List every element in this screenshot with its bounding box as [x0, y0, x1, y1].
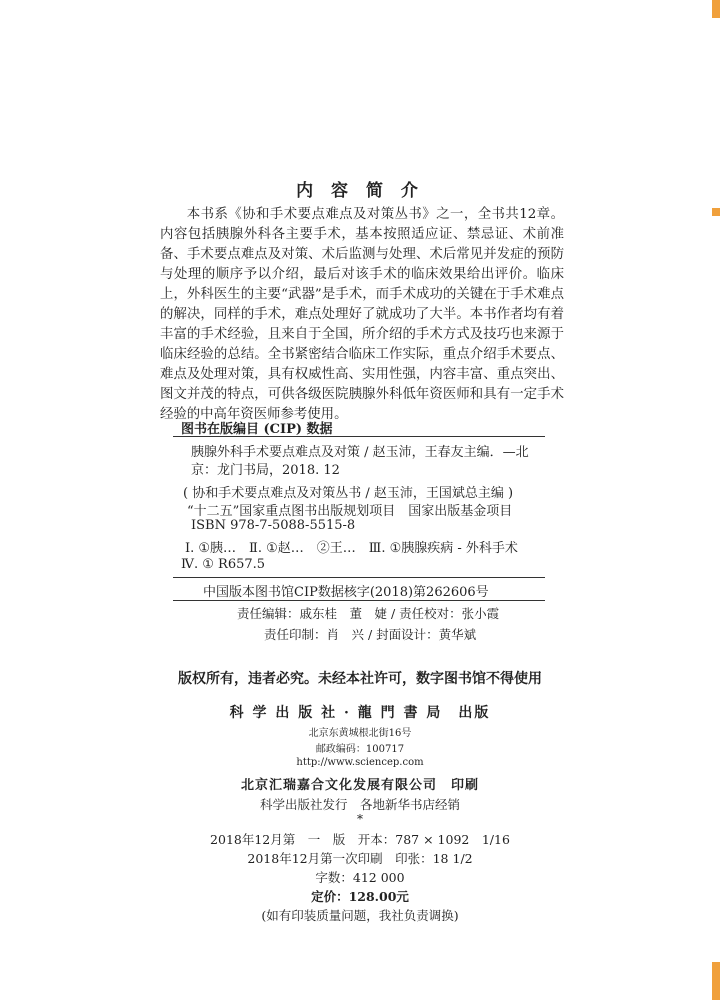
cip-project: “十二五”国家重点图书出版规划项目 国家出版基金项目	[187, 504, 513, 519]
quality-notice: (如有印装质量问题，我社负责调换)	[261, 908, 459, 923]
cip-rule-bottom	[173, 600, 545, 601]
edition-line-2: 2018年12月第一次印刷 印张：18 1/2	[247, 851, 473, 866]
rights-notice: 版权所有，违者必究。未经本社许可，数字图书馆不得使用	[178, 671, 542, 687]
publisher-address: 北京东黄城根北街16号	[308, 728, 412, 739]
cip-classification: Ⅳ. ① R657.5	[181, 557, 266, 572]
distribution-info: 科学出版社发行 各地新华书店经销	[259, 797, 460, 812]
printer-name: 北京汇瑞嘉合文化发展有限公司 印刷	[240, 778, 479, 793]
cip-series: ( 协和手术要点难点及对策丛书 / 赵玉沛，王国斌总主编 )	[183, 486, 514, 501]
summary-paragraph: 本书系《协和手术要点难点及对策丛书》之一，全书共12章。内容包括胰腺外科各主要手术，基本按照适应证、禁忌证、术前准备、手术要点难点及对策、术后监测与处理、术后常见并发症的预防与处理的顺序予以介绍，最后对该手术的临床效果给出评价。临床上，外科医生的主要“武器”是手术，而手术成功的关键在于手术难点的解决，同样的手术，难点处理好了就成功了大半。本书作者均有着丰富的手术经验，且来自于全国，所介绍的手术方式及技巧也来源于临床经验的总结。全书紧密结合临床工作实际，重点介绍手术要点、难点及处理对策，具有权威性高、实用性强，内容丰富、重点突出、图文并茂的特点，可供各级医院胰腺外科低年资医师和具有一定手术经验的中高年资医师参考使用。	[160, 207, 564, 422]
cip-number: 中国版本图书馆CIP数据核字(2018)第262606号	[203, 585, 489, 600]
cip-rule-top	[173, 436, 545, 437]
cip-heading: 图书在版编目 (CIP) 数据	[181, 422, 333, 437]
edge-tab-bottom	[712, 962, 720, 1000]
editor-line-2: 责任印制：肖 兴 / 封面设计：黄华斌	[264, 627, 477, 642]
cip-subjects: Ⅰ. ①胰… Ⅱ. ①赵… ②王… Ⅲ. ①胰腺疾病 - 外科手术	[185, 541, 518, 556]
cip-rule-mid	[173, 577, 545, 578]
separator-star: *	[357, 812, 363, 826]
edge-tab-middle	[712, 208, 720, 216]
publisher-website: http://www.sciencep.com	[296, 757, 424, 768]
summary-body	[160, 205, 564, 425]
word-count: 字数：412 000	[315, 870, 405, 885]
cip-isbn: ISBN 978-7-5088-5515-8	[191, 518, 356, 533]
edge-tab-top	[712, 0, 720, 18]
edition-line-1: 2018年12月第 一 版 开本：787 × 1092 1/16	[210, 832, 510, 847]
cip-record: 胰腺外科手术要点难点及对策 / 赵玉沛，王春友主编．—北京：龙门书局，2018. 12	[191, 445, 529, 478]
price: 定价：128.00元	[311, 889, 409, 904]
editor-line-1: 责任编辑：戚东桂 董 婕 / 责任校对：张小霞	[237, 606, 500, 621]
summary-title: 内 容 简 介	[296, 181, 424, 201]
publisher-postcode: 邮政编码：100717	[315, 744, 405, 755]
publisher-name: 科 学 出 版 社 · 龍 門 書 局 出版	[229, 705, 491, 721]
